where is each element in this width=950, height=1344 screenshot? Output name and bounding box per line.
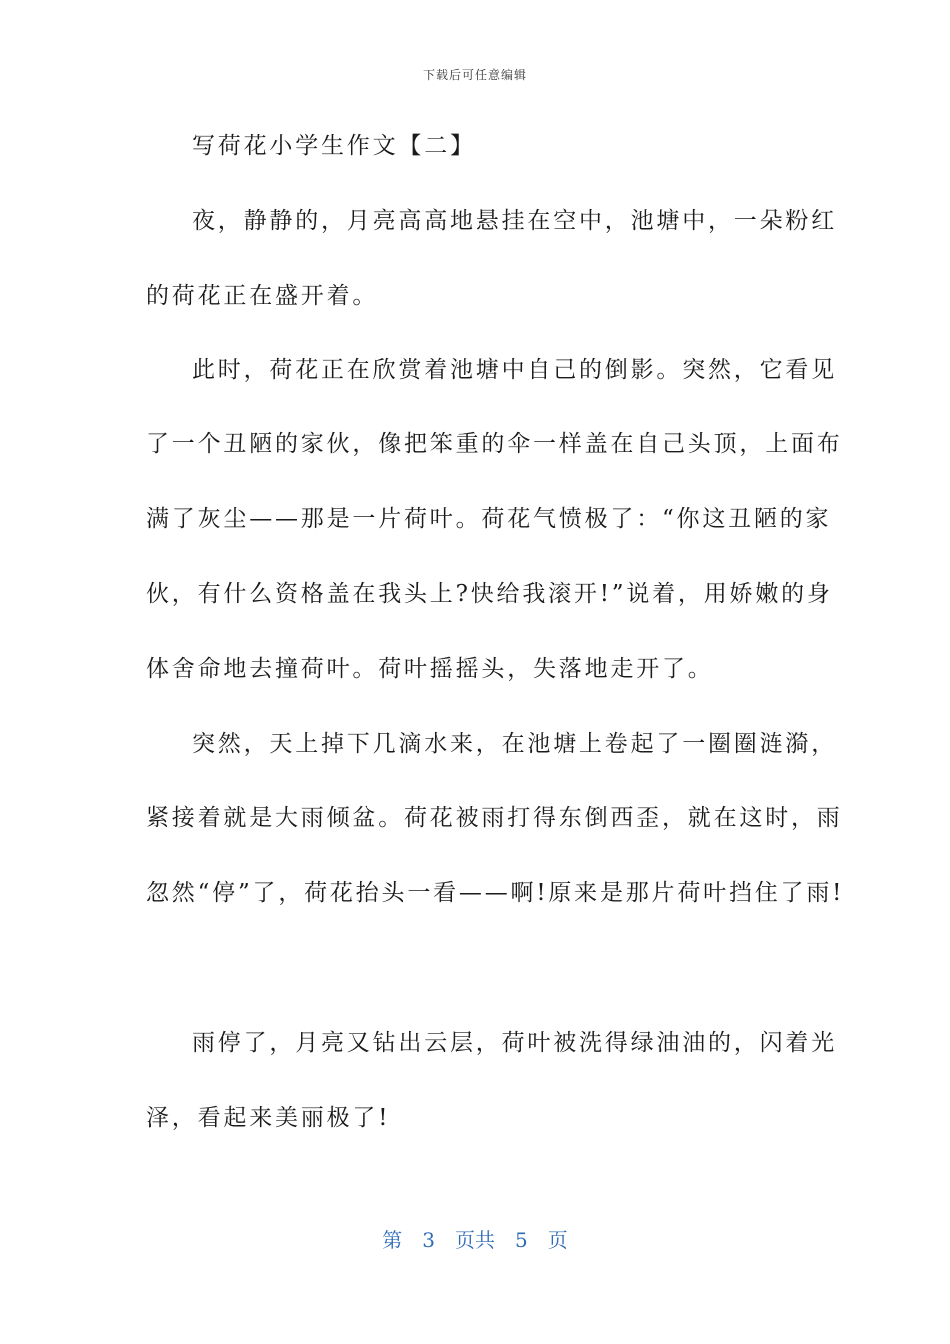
paragraph-line: 忽然“停”了，荷花抬头一看——啊!原来是那片荷叶挡住了雨! [146, 880, 845, 906]
paragraph-line: 了一个丑陋的家伙，像把笨重的伞一样盖在自己头顶，上面布 [146, 431, 843, 457]
paragraph-line: 夜，静静的，月亮高高地悬挂在空中，池塘中，一朵粉红 [192, 208, 837, 234]
paragraph-line: 雨停了，月亮又钻出云层，荷叶被洗得绿油油的，闪着光 [192, 1030, 837, 1056]
paragraph-line: 紧接着就是大雨倾盆。荷花被雨打得东倒西歪，就在这时，雨 [146, 805, 843, 831]
paragraph-line: 满了灰尘——那是一片荷叶。荷花气愤极了：“你这丑陋的家 [146, 506, 832, 532]
page-number-footer [0, 1224, 950, 1253]
paragraph-line: 的荷花正在盛开着。 [146, 283, 379, 309]
paragraph-line: 泽，看起来美丽极了! [146, 1105, 391, 1131]
page-prefix: 第 [382, 1228, 403, 1252]
paragraph-line: 突然，天上掉下几滴水来，在池塘上卷起了一圈圈涟漪， [192, 731, 837, 757]
page-middle: 页共 [455, 1228, 495, 1252]
page-suffix: 页 [547, 1228, 568, 1252]
article-title: 写荷花小学生作文【二】 [192, 133, 476, 159]
paragraph-line: 伙，有什么资格盖在我头上?快给我滚开!”说着，用娇嫩的身 [146, 581, 833, 607]
paragraph-line: 体舍命地去撞荷叶。荷叶摇摇头，失落地走开了。 [146, 656, 714, 682]
page-total: 5 [515, 1228, 528, 1252]
page-header-note: 下载后可任意编辑 [422, 68, 527, 82]
page-current: 3 [422, 1228, 435, 1252]
paragraph-line: 此时，荷花正在欣赏着池塘中自己的倒影。突然，它看见 [192, 357, 837, 383]
